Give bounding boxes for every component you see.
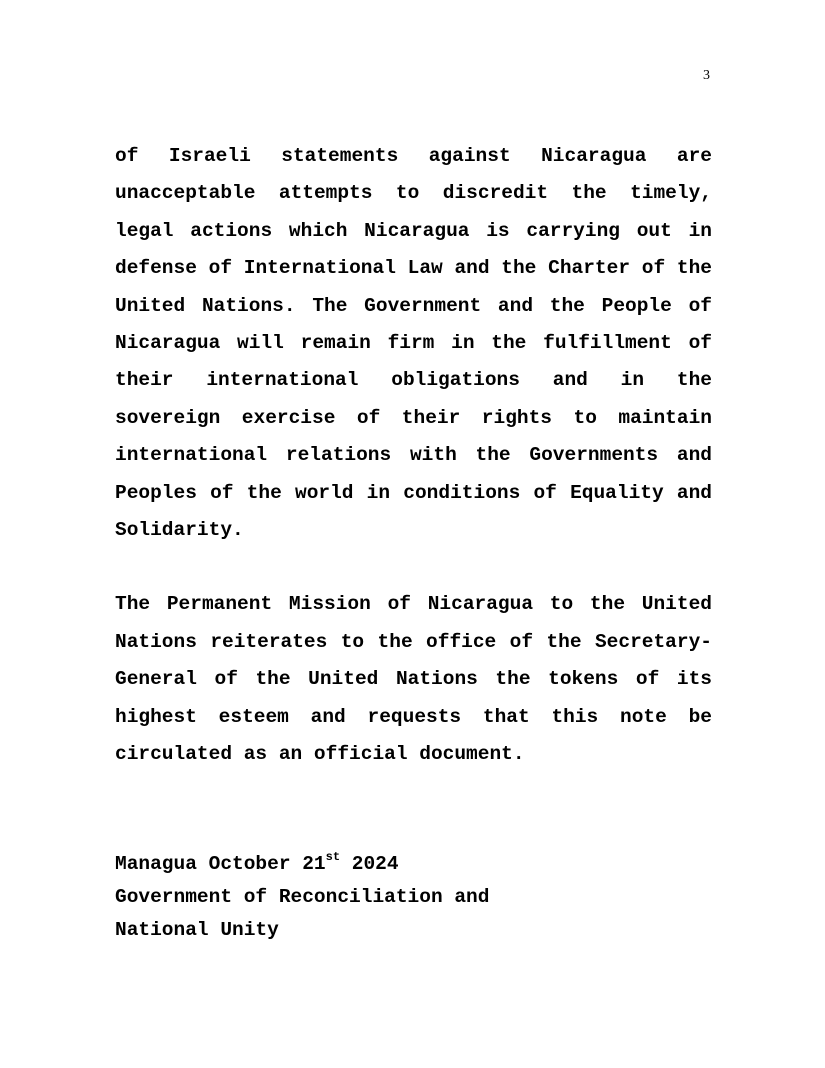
date-line bbox=[115, 848, 489, 881]
page-number: 3 bbox=[703, 68, 710, 83]
body-paragraph-2: The Permanent Mission of Nicaragua to the United Nations reiterates to the office of the Secretary-General of the United Nations the tokens of its highest esteem and requests that this note be circulated as an official document. bbox=[115, 593, 712, 766]
closing-block bbox=[115, 848, 489, 947]
date-year: 2024 bbox=[340, 853, 399, 875]
date-prefix: Managua October 21 bbox=[115, 853, 326, 875]
document-body bbox=[115, 138, 712, 774]
body-paragraph-1: of Israeli statements against Nicaragua are unacceptable attempts to discredit the timely, legal actions which Nicaragua is carrying out in defense of International Law and the Charter of the United Nations. The Government and the People of Nicaragua will remain firm in the fulfillment of their international obligations and in the sovereign exercise of their rights to maintain international relations with the Governments and Peoples of the world in conditions of Equality and Solidarity. bbox=[115, 145, 712, 542]
signature-line-2: National Unity bbox=[115, 919, 279, 941]
date-ordinal-suffix: st bbox=[325, 849, 341, 864]
signature-line-1: Government of Reconciliation and bbox=[115, 886, 490, 908]
